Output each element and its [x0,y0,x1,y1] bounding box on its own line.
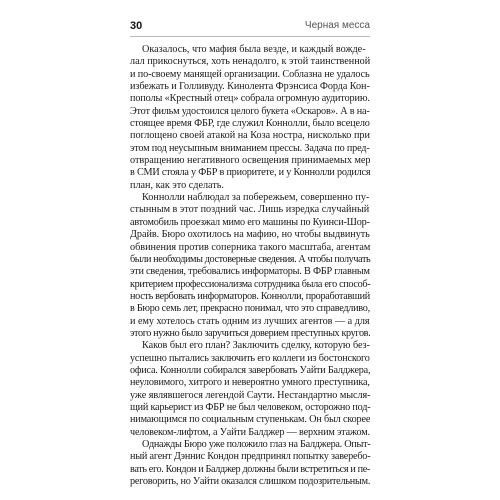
text-line: стынным в этот поздний час. Лишь изредка случайный [130,204,370,216]
text-line: этом под неусыпным вниманием прессы. Задача по пред- [130,142,370,154]
paragraph [130,340,370,439]
text-line: успешно пытались заключить его коллеги из бостонского [130,352,370,364]
text-line: стоящее время ФБР, где служил Коннолли, было всецело [130,118,370,130]
text-line: в СМИ стояла у ФБР в приоритете, и у Коннолли родился [130,167,371,179]
text-line: вать его. Кондон и Балджер должны были встретиться и пе- [130,463,370,475]
body-text [130,44,370,488]
page-number: 30 [130,20,143,32]
text-line: Этот фильм удостоился целого букета «Оскаров». А в на- [130,105,370,117]
text-line: критерием профессионализма сотрудника была его способ- [130,278,371,290]
text-line: нимающимся по социальным ступенькам. Он был скорее [130,414,371,426]
text-line: и ему хотелось стать одним из лучших агентов — а для [130,315,370,327]
text-line: реговорить, но Уайти оказался слишком подозрительным. [130,476,371,488]
text-line: пополы «Крестный отец» собрала огромную аудиторию. [130,93,370,105]
text-line: и по-своему манящей организации. Соблазна не удалось [130,68,370,80]
text-line: поглощено своей атакой на Коза ностра, нисколько при [130,130,370,142]
running-title: Черная месса [304,20,370,31]
text-line: Драйв. Бюро охотилось на мафию, но чтобы выдвинуть [130,229,370,241]
text-line: лал прикоснуться, хоть ненадолго, к этой таинственной [130,56,371,68]
text-line: автомобиль проезжал мимо его машины по Куинси-Шор- [130,216,370,228]
text-line: Каков был его план? Заключить сделку, которую без- [142,340,370,352]
text-line: были необходимы достоверные сведения. А чтобы получать [130,253,371,265]
text-line: человеком-лифтом, а Уайти Балджер — верхним этажом. [130,426,370,438]
text-line: ный агент Дэннис Кондон предпринял попытку заверебо- [130,451,371,463]
text-line: план, как это сделать. [130,179,224,191]
text-line: ность вербовать информаторов. Коннолли, проработавший [130,290,370,302]
text-line: офиса. Коннолли собирался завербовать Уайти Балджера, [130,364,371,376]
text-line: эти сведения, требовались информаторы. В ФБР главным [130,266,370,278]
text-line: в Бюро семь лет, прекрасно понимал, что это справедливо, [130,303,370,315]
text-line: уже являвшегося легендой Саути. Нестандартно мысля- [130,389,371,401]
text-line: щий карьерист из ФБР не был человеком, осторожно под- [130,401,371,413]
text-line: этого нужно было заручиться доверием преступных кругов. [130,327,371,339]
header-divider [130,36,370,37]
paragraph [130,192,370,340]
text-line: Оказалось, что мафия была везде, и каждый вожде- [142,44,366,55]
text-line: избежать и Голливуду. Кинолента Фрэнсиса Форда Кон- [130,81,370,93]
paragraph [130,44,370,192]
text-line: неуловимого, хитрого и невероятно умного преступника, [130,377,370,389]
text-line: Однажды Бюро уже положило глаз на Балджера. Опыт- [142,439,371,450]
text-line: отвращению негативного освещения принимаемых мер [130,155,371,167]
text-line: обвинения против соперника такого масштаба, агентам [130,241,371,253]
text-line: Коннолли наблюдал за побережьем, совершенно пу- [142,192,370,204]
paragraph [130,439,370,488]
